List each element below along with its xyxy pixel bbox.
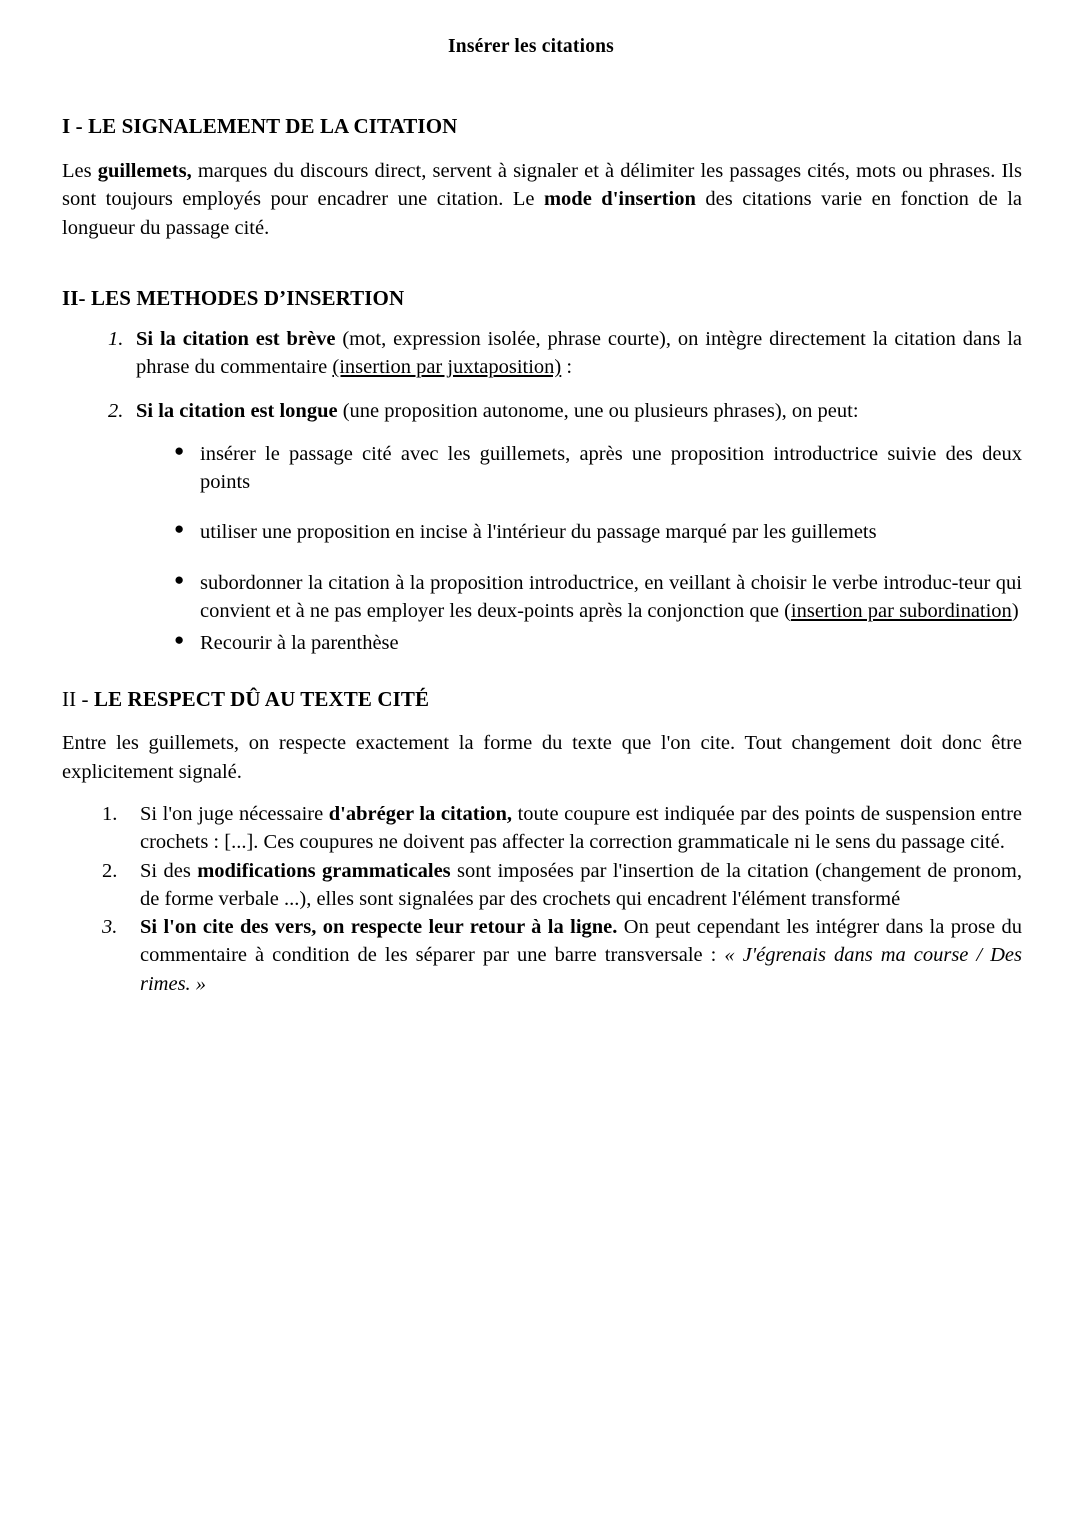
text-run: sont imposées par l'insertion de la citation (changement de pronom, de forme verbale ...), elles sont signalées par des crochets qui encadrent l'élément transformé — [140, 859, 1022, 910]
text-run: Si des — [140, 859, 198, 882]
list-marker: 1. — [108, 327, 124, 350]
text-bold-guillemets: guillemets, — [97, 160, 192, 182]
section-methodes — [62, 286, 1022, 658]
list-item — [62, 440, 1022, 497]
item-lead-bold: Si la citation est brève — [136, 327, 336, 350]
section-heading-3 — [62, 687, 1022, 712]
list-item — [62, 518, 1022, 546]
item-lead-bold: modifications grammaticales — [197, 859, 451, 882]
bullet-text: utiliser une proposition en incise à l'intérieur du passage marqué par les guillemets — [200, 521, 877, 544]
bullet-icon: ● — [174, 519, 185, 539]
list-item — [62, 325, 1022, 382]
text-run: (une proposition autonome, une ou plusieurs phrases), on peut: — [337, 400, 859, 423]
text-run: ) — [1011, 599, 1019, 622]
section-heading-numeral: II - — [62, 687, 94, 712]
text-run: Les — [62, 160, 98, 182]
text-italic-quote: « J'égrenais dans ma course / Des rimes. » — [140, 944, 1022, 995]
text-run: : — [561, 356, 573, 379]
bullet-icon: ● — [174, 440, 185, 460]
methods-list — [62, 325, 1022, 426]
list-marker: 2. — [102, 859, 118, 882]
section-heading-2: II- LES METHODES D’INSERTION — [62, 285, 405, 310]
section-signalement — [62, 114, 1022, 242]
section-heading-text: LE RESPECT DÛ AU TEXTE CITÉ — [93, 687, 430, 712]
item-lead-bold: d'abréger la citation, — [328, 802, 513, 825]
list-item — [62, 913, 1022, 998]
text-bold-mode-insertion: mode d'insertion — [543, 188, 696, 211]
methods-bullet-list — [62, 440, 1022, 658]
text-run: marques du discours direct, servent à signaler et à délimiter les passages cités, mots ou phrases. Ils sont toujours employés pour encadrer une citation. Le — [62, 160, 1022, 211]
list-item — [62, 397, 1022, 425]
text-run: toute coupure est indiquée par des points de suspension entre crochets : [...]. Ces coupures ne doivent pas affecter la correction grammaticale ni le sens du passage cité. — [140, 802, 1022, 854]
list-marker: 1. — [102, 802, 118, 825]
item-lead-bold: Si l'on cite des vers, on respecte leur retour à la ligne. — [140, 916, 618, 939]
respect-list — [62, 800, 1022, 998]
page-title: Insérer les citations — [448, 36, 614, 57]
text-run: subordonner la citation à la proposition introductrice, en veillant à choisir le verbe introduc-teur qui convient et à ne pas employer les deux-points après la conjonction que ( — [200, 571, 1022, 622]
list-item — [62, 569, 1022, 626]
bullet-icon: ● — [174, 569, 185, 589]
bullet-text: insérer le passage cité avec les guillemets, après une proposition introductrice suivie des deux points — [200, 442, 1022, 493]
bullet-text-group — [200, 569, 1022, 626]
text-underline: (insertion par juxtaposition) — [332, 356, 562, 379]
text-run: On peut cependant les intégrer dans la prose du commentaire à condition de les séparer par une barre transversale : — [140, 916, 1022, 967]
text-run: des citations varie en fonction de la longueur du passage cité. — [62, 188, 1022, 239]
paragraph-guillemets — [62, 157, 1022, 242]
paragraph-respect: Entre les guillemets, on respecte exactement la forme du texte que l'on cite. Tout changement doit donc être explicitement signalé. — [62, 732, 1022, 783]
text-run: (mot, expression isolée, phrase courte), on intègre directement la citation dans la phrase du commentaire — [136, 327, 1022, 379]
text-underline: insertion par subordination — [790, 599, 1012, 622]
bullet-text: Recourir à la parenthèse — [200, 632, 399, 655]
list-marker: 3. — [102, 916, 118, 939]
text-run: Si l'on juge nécessaire — [140, 802, 329, 825]
list-marker: 2. — [108, 400, 124, 423]
section-heading-1: I - LE SIGNALEMENT DE LA CITATION — [62, 114, 458, 138]
list-item — [62, 800, 1022, 857]
bullet-icon: ● — [174, 630, 185, 650]
list-item — [62, 857, 1022, 914]
list-item — [62, 629, 1022, 657]
item-lead-bold: Si la citation est longue — [136, 400, 338, 423]
section-respect — [62, 687, 1022, 998]
